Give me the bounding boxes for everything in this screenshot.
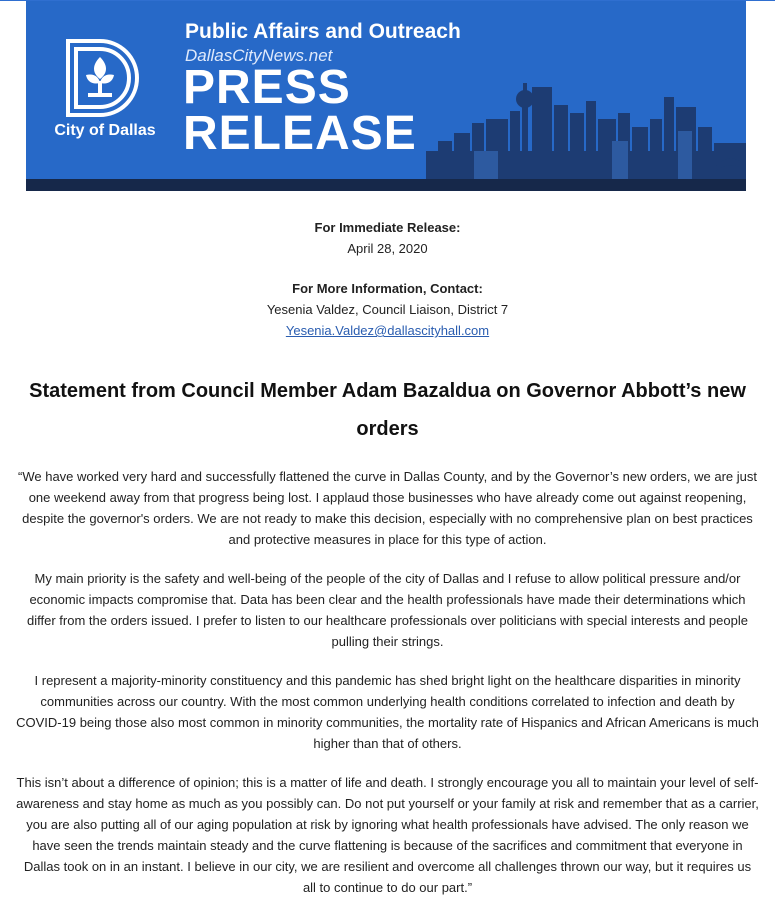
contact-name: Yesenia Valdez, Council Liaison, District 7 <box>266 302 509 317</box>
press-release-banner <box>26 1 746 191</box>
statement-paragraph: “We have worked very hard and successfully flattened the curve in Dallas County, and by the Governor’s new orders, we are just one weekend away from that progress being lost. I applaud those businesses who have already come out against reopening, despite the governor's orders. We are not ready to make this decision, especially with no comprehensive plan on best practices and protective measures in place for this type of action. <box>18 469 757 547</box>
city-of-dallas-logo-icon <box>64 37 146 119</box>
press-release-title <box>183 61 417 160</box>
release-date: April 28, 2020 <box>347 241 428 256</box>
statement-headline: Statement from Council Member Adam Bazaldua on Governor Abbott’s new orders <box>29 380 746 440</box>
org-title: Public Affairs and Outreach <box>185 20 461 43</box>
statement-paragraph: This isn’t about a difference of opinion; this is a matter of life and death. I strongly encourage you all to maintain your level of self-awareness and stay home as much as you possibly can. Do not put yourself or your family at risk and remember that as a carrier, you are also putting all of our aging population at risk by ignoring what health professionals have advised. The only reason we have seen the trends maintain steady and the curve flattening is because of the sacrifices and commitment that everyone in Dallas took on in an instant. I believe in our city, we are resilient and overcome all challenges thrown our way, but it requires us all to continue to do our part.” <box>16 775 759 895</box>
statement-paragraph: I represent a majority-minority constituency and this pandemic has shed bright light on the healthcare disparities in minority communities across our country. With the most common underlying health conditions correlated to infection and death by COVID-19 being those also most common in minority communities, the mortality rate of Hispanics and African Americans is much higher than that of others. <box>16 673 759 751</box>
immediate-release-label: For Immediate Release: <box>314 220 461 235</box>
contact-email-link[interactable]: Yesenia.Valdez@dallascityhall.com <box>285 323 490 338</box>
city-name: City of Dallas <box>54 122 156 139</box>
website-label: DallasCityNews.net <box>185 46 333 65</box>
contact-email-row <box>0 323 775 338</box>
release-word: RELEASE <box>183 107 417 160</box>
banner-bottom-bar <box>26 179 746 191</box>
contact-label: For More Information, Contact: <box>292 281 483 296</box>
press-word: PRESS <box>183 61 351 114</box>
statement-paragraph: My main priority is the safety and well-being of the people of the city of Dallas and I refuse to allow political pressure and/or economic impacts compromise that. Data has been clear and the health professionals have made their determinations which differ from the orders issued. I prefer to listen to our healthcare professionals over politicians with special interests and people pulling their strings. <box>27 571 748 649</box>
